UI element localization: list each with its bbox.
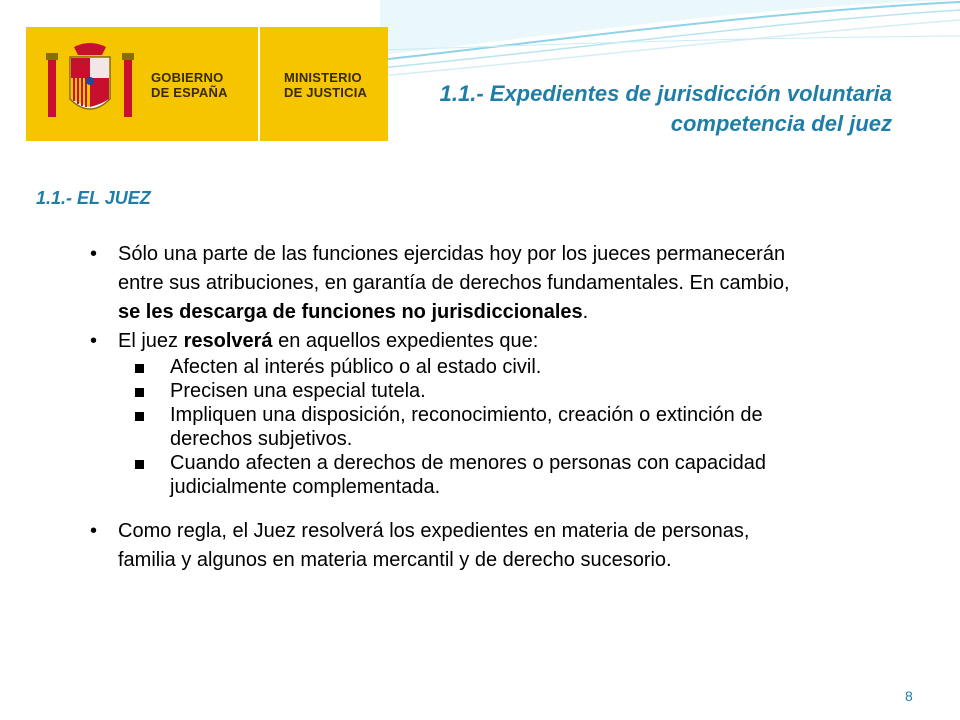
square-bullet-icon (135, 412, 144, 421)
bullet-dot-icon: • (90, 243, 98, 265)
sub-bullet-item: Afecten al interés público o al estado civil. (90, 355, 810, 379)
square-bullet-icon (135, 364, 144, 373)
gobierno-logo (26, 27, 388, 141)
emphasis-text: se les descarga de funciones no jurisdiccionales (118, 301, 583, 323)
bullet-item: • Sólo una parte de las funciones ejercidas hoy por los jueces permanecerán entre sus atribuciones, en garantía de derechos fundamentales. En cambio, se les descarga de funciones no jurisdiccionales. (90, 240, 810, 327)
square-bullet-icon (135, 460, 144, 469)
section-heading: 1.1.- EL JUEZ (36, 188, 151, 208)
coat-of-arms-icon (40, 41, 140, 131)
square-bullet-icon (135, 388, 144, 397)
slide-title-line-1: 1.1.- Expedientes de jurisdicción voluntaria (439, 81, 892, 106)
page-number: 8 (905, 688, 913, 704)
bullet-dot-icon: • (90, 330, 98, 352)
sub-bullet-item: Cuando afecten a derechos de menores o personas con capacidad judicialmente complementada. (90, 451, 810, 499)
sub-bullet-item: Precisen una especial tutela. (90, 379, 810, 403)
slide-title (440, 79, 892, 139)
slide-title-line-2: competencia del juez (670, 111, 892, 136)
slide-body (90, 240, 810, 575)
gobierno-de-espana-label: GOBIERNO DE ESPAÑA (151, 70, 228, 100)
bullet-item: • Como regla, el Juez resolverá los expedientes en materia de personas, familia y algunos en materia mercantil y de derecho sucesorio. (90, 517, 810, 575)
sub-bullet-item: Impliquen una disposición, reconocimiento, creación o extinción de derechos subjetivos. (90, 403, 810, 451)
bullet-dot-icon: • (90, 520, 98, 542)
emphasis-text: resolverá (183, 330, 273, 352)
ministerio-de-justicia-label: MINISTERIO DE JUSTICIA (284, 70, 368, 100)
logo-divider (258, 27, 260, 141)
bullet-item: • El juez resolverá en aquellos expedientes que: (90, 327, 810, 355)
